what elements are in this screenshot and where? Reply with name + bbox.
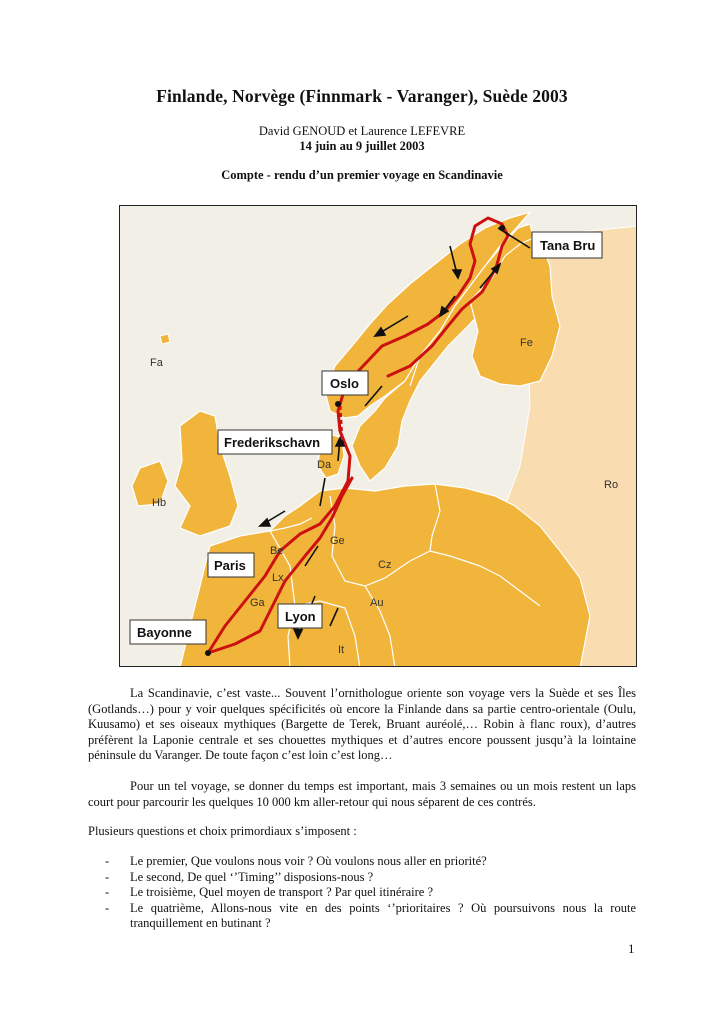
country-code-fa: Fa (150, 357, 163, 369)
questions-list (88, 854, 636, 932)
list-item (88, 854, 636, 870)
page-number: 1 (628, 941, 635, 956)
question-4: Le quatrième, Allons-nous vite en des points ‘’prioritaires ? Où poursuivons nous la route tranquillement en butinant ? (130, 900, 636, 930)
country-code-it: It (338, 644, 345, 656)
place-label-oslo: Oslo (330, 376, 359, 391)
list-item (88, 885, 636, 901)
paragraph-time: Pour un tel voyage, se donner du temps est important, mais 3 semaines ou un mois restent un laps court pour parcourir les quelques 10 000 km aller-retour qui nous séparent de ces contrés. (88, 779, 636, 809)
country-code-ge: Ge (330, 535, 345, 547)
country-code-ga: Ga (250, 597, 265, 609)
document-authors: David GENOUD et Laurence LEFEVRE (258, 124, 466, 138)
place-label-tana-bru: Tana Bru (540, 238, 596, 253)
list-marker: - (105, 900, 110, 915)
document-dates: 14 juin au 9 juillet 2003 (299, 139, 425, 153)
list-item (88, 870, 636, 886)
paragraph-intro: La Scandinavie, c’est vaste... Souvent l’ornithologue oriente son voyage vers la Suède et ses Îles (Gotlands…) pour y voir quelques spécificités où encore la Finlande dans sa partie centro-orientale (Oulu, Kuusamo) et ses oiseaux mythiques (Bargette de Terek, Bruant auréolé,… Robin à flanc roux), d’autres préfèrent la Laponie centrale et ses chouettes mythiques et d’autres encore poussent jusqu’à la lointaine péninsule du Varanger. De toute façon c’est loin c’est long… (88, 686, 636, 762)
country-code-da: Da (317, 459, 332, 471)
document-title: Finlande, Norvège (Finnmark - Varanger), Suède 2003 (156, 86, 568, 106)
paragraph-questions-intro: Plusieurs questions et choix primordiaux s’imposent : (88, 824, 357, 838)
country-code-cz: Cz (378, 559, 392, 571)
country-code-au: Au (370, 597, 384, 609)
question-2: Le second, De quel ‘’Timing’’ disposions-nous ? (130, 869, 374, 884)
list-marker: - (105, 869, 110, 884)
document-subtitle: Compte - rendu d’un premier voyage en Scandinavie (221, 168, 503, 182)
country-code-hb: Hb (152, 497, 167, 509)
question-3: Le troisième, Quel moyen de transport ? Par quel itinéraire ? (130, 885, 434, 899)
route-map (119, 205, 637, 667)
place-label-frederikschavn: Frederikschavn (224, 435, 321, 450)
country-code-lx: Lx (272, 572, 284, 584)
list-marker: - (105, 885, 110, 899)
list-marker: - (105, 854, 110, 868)
place-label-bayonne: Bayonne (137, 625, 192, 640)
list-item (88, 901, 636, 932)
place-label-paris: Paris (214, 558, 246, 573)
place-label-lyon: Lyon (285, 609, 316, 624)
country-code-be: Be (270, 545, 284, 557)
country-code-fe: Fe (520, 337, 533, 349)
country-code-ro: Ro (604, 479, 619, 491)
map-land-faroe (160, 334, 170, 344)
question-1: Le premier, Que voulons nous voir ? Où voulons nous aller en priorité? (130, 854, 487, 868)
